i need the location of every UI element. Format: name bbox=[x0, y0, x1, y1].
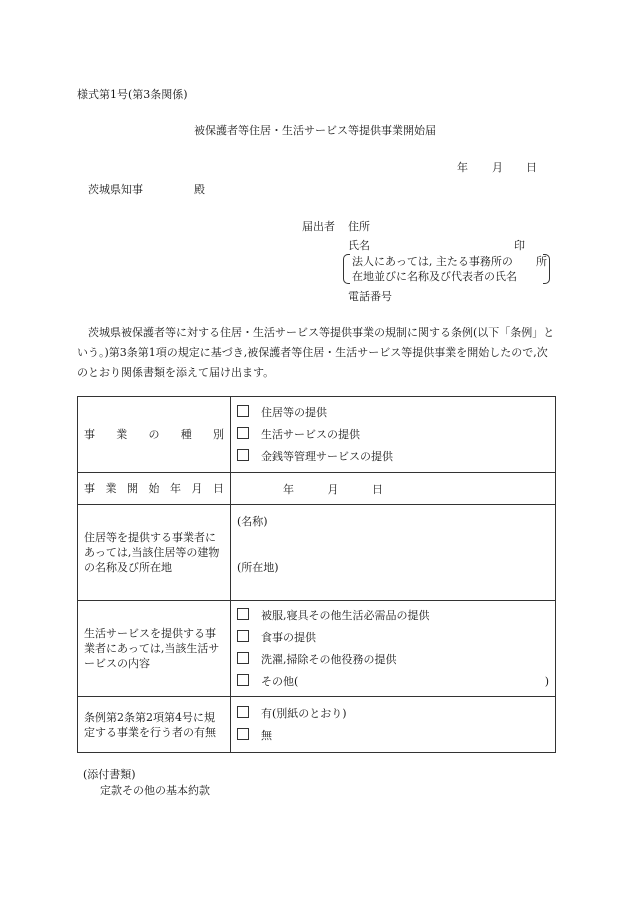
regulation-label: 条例第2条第2項第4号に規定する事業を行う者の有無 bbox=[78, 697, 231, 753]
regulation-options bbox=[231, 697, 556, 753]
phone-label: 電話番号 bbox=[348, 290, 392, 303]
date-month-label: 月 bbox=[492, 161, 503, 174]
option-money-management[interactable]: 金銭等管理サービスの提供 bbox=[237, 446, 549, 468]
table-row bbox=[78, 397, 556, 473]
corp-note-line2: 在地並びに名称及び代表者の氏名 bbox=[352, 270, 517, 283]
housing-location-label: (所在地) bbox=[237, 561, 279, 574]
housing-field[interactable] bbox=[231, 505, 556, 601]
checkbox[interactable] bbox=[237, 706, 249, 718]
housing-name-label: (名称) bbox=[237, 515, 268, 528]
option-meals[interactable]: 食事の提供 bbox=[237, 627, 549, 649]
business-type-options bbox=[231, 397, 556, 473]
housing-label: 住居等を提供する事業者にあっては,当該住居等の建物の名称及び所在地 bbox=[78, 505, 231, 601]
business-type-label: 事 業 の 種 別 bbox=[78, 397, 231, 473]
option-housing[interactable]: 住居等の提供 bbox=[237, 402, 549, 424]
page-title: 被保護者等住居・生活サービス等提供事業開始届 bbox=[194, 124, 436, 137]
table-row bbox=[78, 473, 556, 505]
start-date-field[interactable]: 年 月 日 bbox=[231, 473, 556, 505]
seal-mark: 印 bbox=[514, 239, 525, 252]
table-row bbox=[78, 601, 556, 697]
honorific: 殿 bbox=[194, 183, 205, 196]
corp-note-line1: 法人にあっては, 主たる事務所の bbox=[352, 255, 513, 268]
attachments-label: (添付書類) bbox=[83, 768, 136, 781]
body-paragraph: 茨城県被保護者等に対する住居・生活サービス等提供事業の規制に関する条例(以下「条例」という。)第3条第1項の規定に基づき,被保護者等住居・生活サービス等提供事業を開始したので,次のとおり関係書類を添えて届け出ます。 bbox=[77, 326, 555, 379]
option-life-services[interactable]: 生活サービスの提供 bbox=[237, 424, 549, 446]
checkbox[interactable] bbox=[237, 728, 249, 740]
attachment-item: 定款その他の基本約款 bbox=[100, 784, 210, 797]
option-yes[interactable]: 有(別紙のとおり) bbox=[237, 703, 549, 725]
checkbox[interactable] bbox=[237, 427, 249, 439]
life-services-options bbox=[231, 601, 556, 697]
name-label: 氏名 bbox=[348, 239, 370, 252]
option-daily-necessities[interactable]: 被服,寝具その他生活必需品の提供 bbox=[237, 605, 549, 627]
checkbox[interactable] bbox=[237, 405, 249, 417]
notifier-label: 届出者 bbox=[302, 220, 335, 233]
checkbox[interactable] bbox=[237, 652, 249, 664]
address-label: 住所 bbox=[348, 220, 370, 233]
checkbox[interactable] bbox=[237, 674, 249, 686]
start-date-label: 事 業 開 始 年 月 日 bbox=[78, 473, 231, 505]
form-number: 様式第1号(第3条関係) bbox=[77, 88, 188, 101]
life-services-label: 生活サービスを提供する事業者にあっては,当該生活サービスの内容 bbox=[78, 601, 231, 697]
addressee: 茨城県知事 bbox=[88, 183, 143, 196]
table-row bbox=[78, 697, 556, 753]
date-year-label: 年 bbox=[457, 161, 468, 174]
table-row bbox=[78, 505, 556, 601]
corp-note-mark: 所 bbox=[536, 255, 547, 268]
date-day-label: 日 bbox=[526, 161, 537, 174]
notification-table bbox=[77, 396, 556, 753]
option-laundry-cleaning[interactable]: 洗濯,掃除その他役務の提供 bbox=[237, 649, 549, 671]
checkbox[interactable] bbox=[237, 630, 249, 642]
bracket-left bbox=[343, 254, 350, 284]
checkbox[interactable] bbox=[237, 608, 249, 620]
bracket-right bbox=[543, 254, 550, 284]
option-no[interactable]: 無 bbox=[237, 725, 549, 747]
checkbox[interactable] bbox=[237, 449, 249, 461]
option-other[interactable]: その他( ) bbox=[237, 671, 549, 693]
